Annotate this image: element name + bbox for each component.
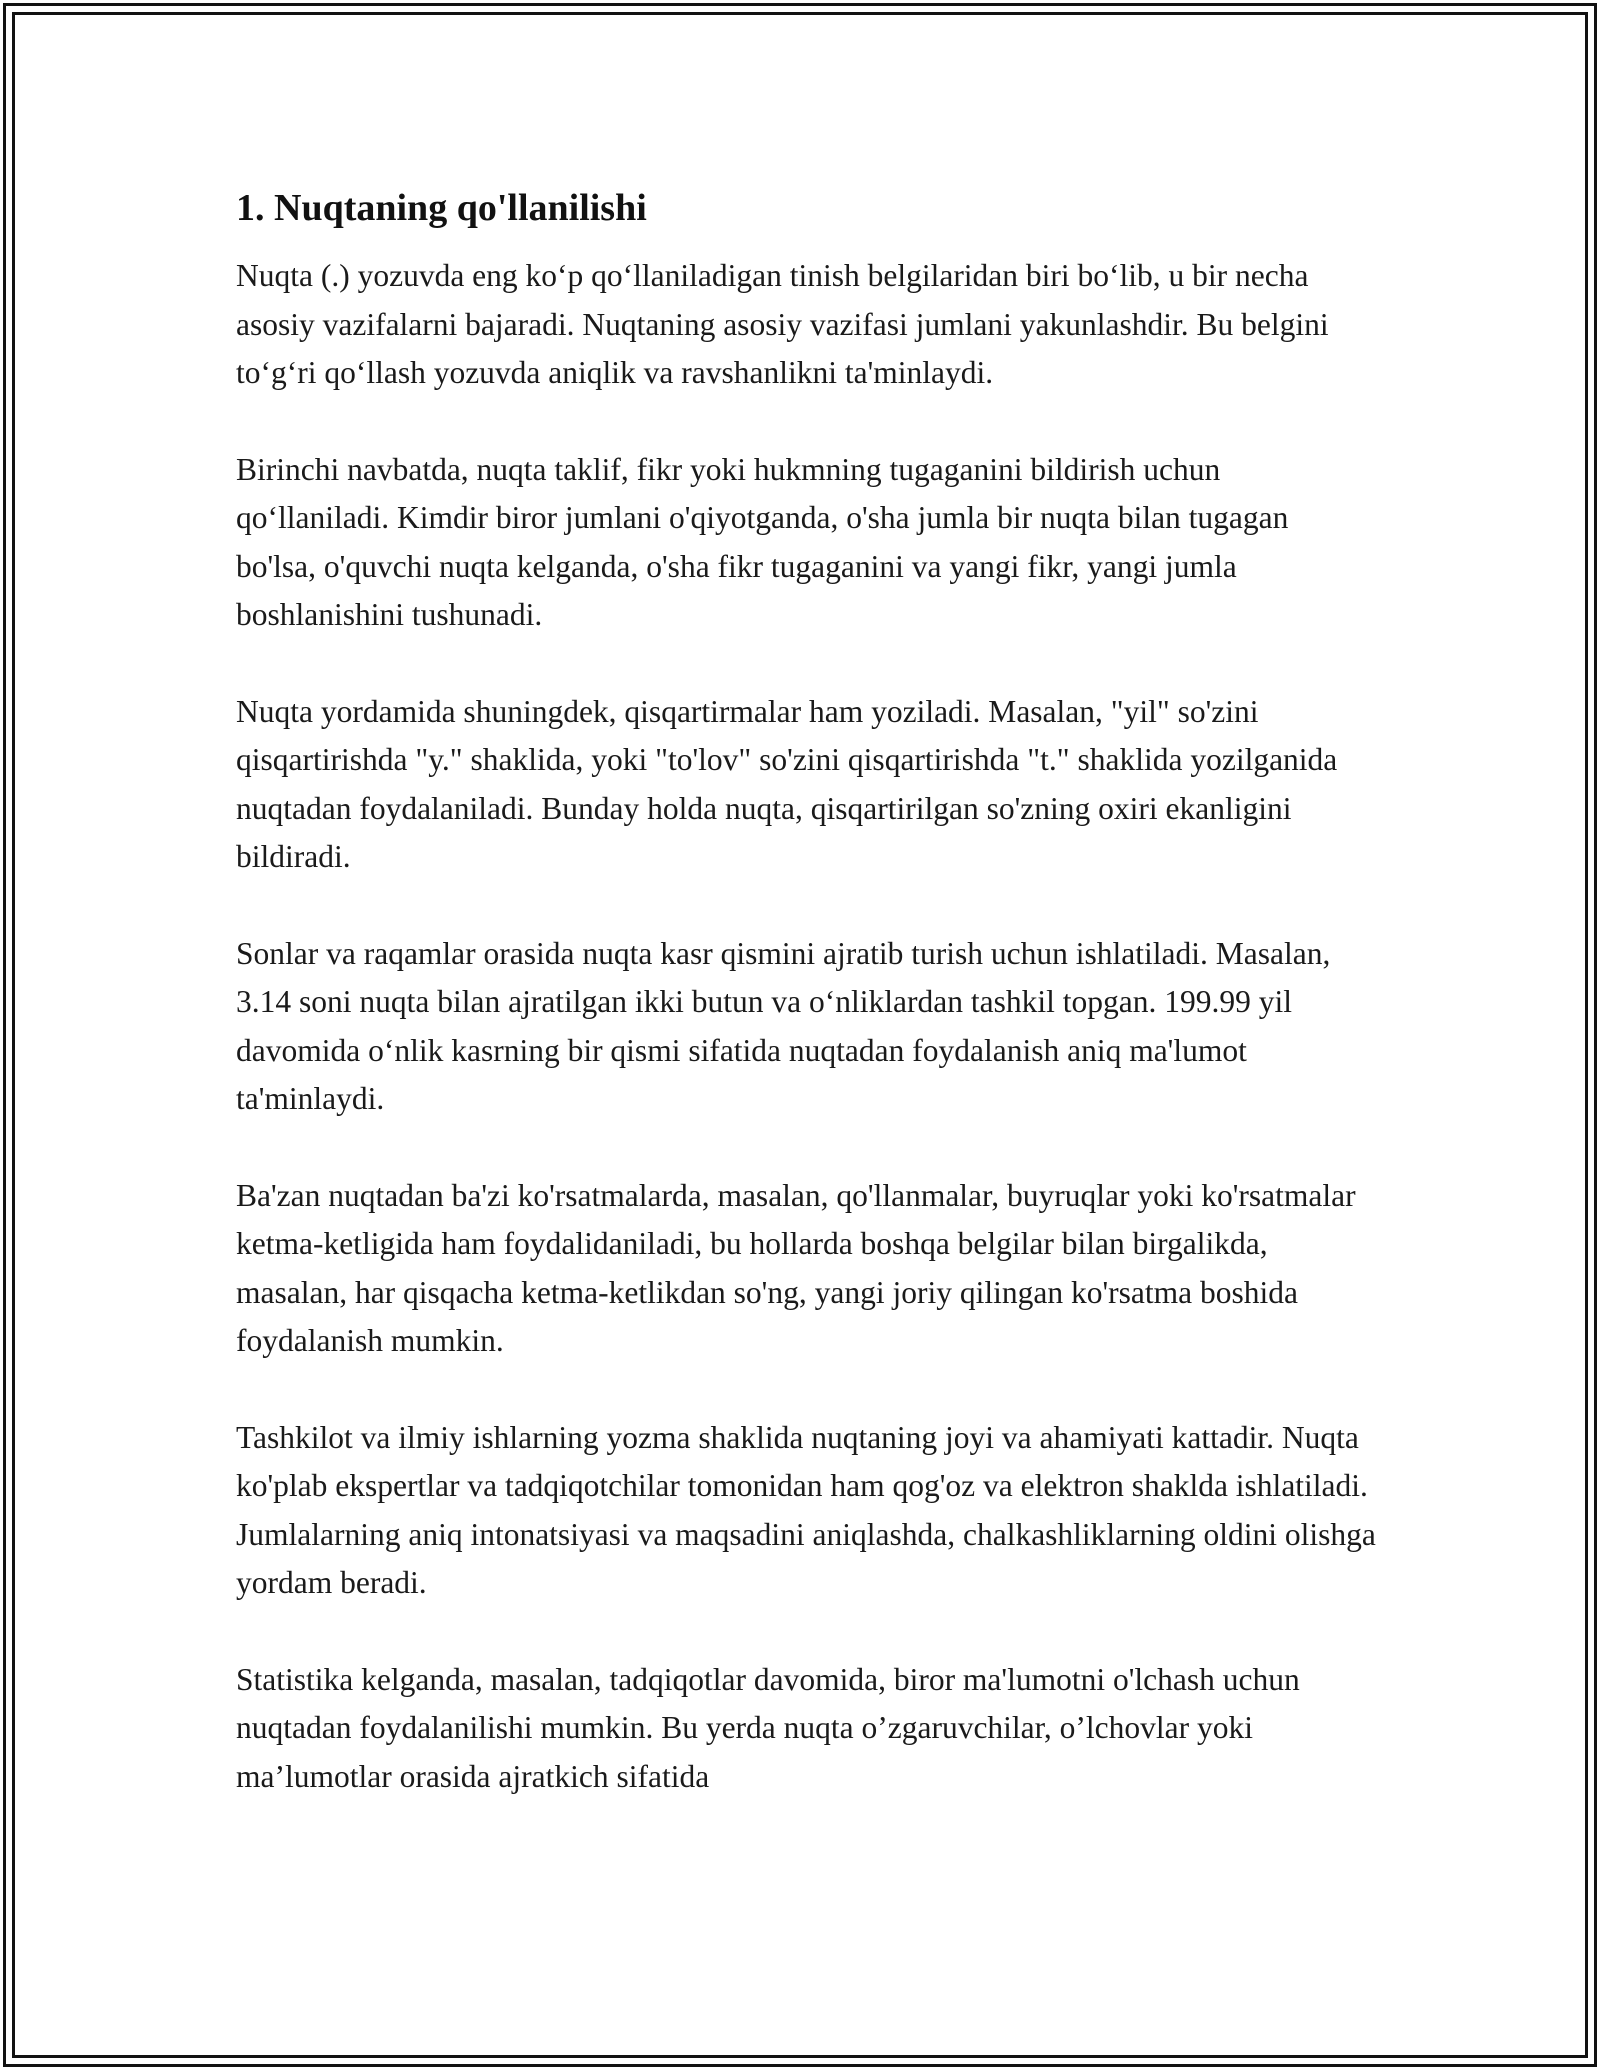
paragraph-3: Nuqta yordamida shuningdek, qisqartirmalar ham yoziladi. Masalan, "yil" so'zini qisqartirishda "y." shaklida, yoki "to'lov" so'zini qisqartirishda "t." shaklida yozilganida nuqtadan foydalaniladi. Bunday holda nuqta, qisqartirilgan so'zning oxiri ekanligini bildiradi. bbox=[236, 693, 1338, 874]
section-heading: 1. Nuqtaning qo'llanilishi bbox=[236, 187, 647, 229]
paragraph-1: Nuqta (.) yozuvda eng ko‘p qo‘llaniladigan tinish belgilaridan biri bo‘lib, u bir necha asosiy vazifalarni bajaradi. Nuqtaning asosiy vazifasi jumlani yakunlashdir. Bu belgini to‘g‘ri qo‘llash yozuvda aniqlik va ravshanlikni ta'minlaydi. bbox=[236, 258, 1329, 390]
paragraph-6: Tashkilot va ilmiy ishlarning yozma shaklida nuqtaning joyi va ahamiyati kattadir. Nuqta ko'plab ekspertlar va tadqiqotchilar tomonidan ham qog'oz va elektron shaklda ishlatiladi. Jumlalarning aniq intonatsiyasi va maqsadini aniqlashda, chalkashliklarning oldini olishga yordam beradi. bbox=[236, 1419, 1376, 1600]
paragraph-4: Sonlar va raqamlar orasida nuqta kasr qismini ajratib turish uchun ishlatiladi. Masalan, 3.14 soni nuqta bilan ajratilgan ikki butun va o‘nliklardan tashkil topgan. 199.99 yil davomida o‘nlik kasrning bir qismi sifatida nuqtadan foydalanish aniq ma'lumot ta'minlaydi. bbox=[236, 935, 1331, 1116]
paragraph-2: Birinchi navbatda, nuqta taklif, fikr yoki hukmning tugaganini bildirish uchun qo‘llaniladi. Kimdir biror jumlani o'qiyotganda, o'sha jumla bir nuqta bilan tugagan bo'lsa, o'quvchi nuqta kelganda, o'sha fikr tugaganini va yangi fikr, yangi jumla boshlanishini tushunadi. bbox=[236, 451, 1289, 632]
paragraph-5: Ba'zan nuqtadan ba'zi ko'rsatmalarda, masalan, qo'llanmalar, buyruqlar yoki ko'rsatmalar ketma-ketligida ham foydalidaniladi, bu hollarda boshqa belgilar bilan birgalikda, masalan, har qisqacha ketma-ketlikdan so'ng, yangi joriy qilingan ko'rsatma boshida foydalanish mumkin. bbox=[236, 1177, 1356, 1358]
paragraph-7: Statistika kelganda, masalan, tadqiqotlar davomida, biror ma'lumotni o'lchash uchun nuqtadan foydalanilishi mumkin. Bu yerda nuqta o’zgaruvchilar, o’lchovlar yoki ma’lumotlar orasida ajratkich sifatida bbox=[236, 1661, 1300, 1794]
document-body bbox=[236, 184, 1376, 1849]
